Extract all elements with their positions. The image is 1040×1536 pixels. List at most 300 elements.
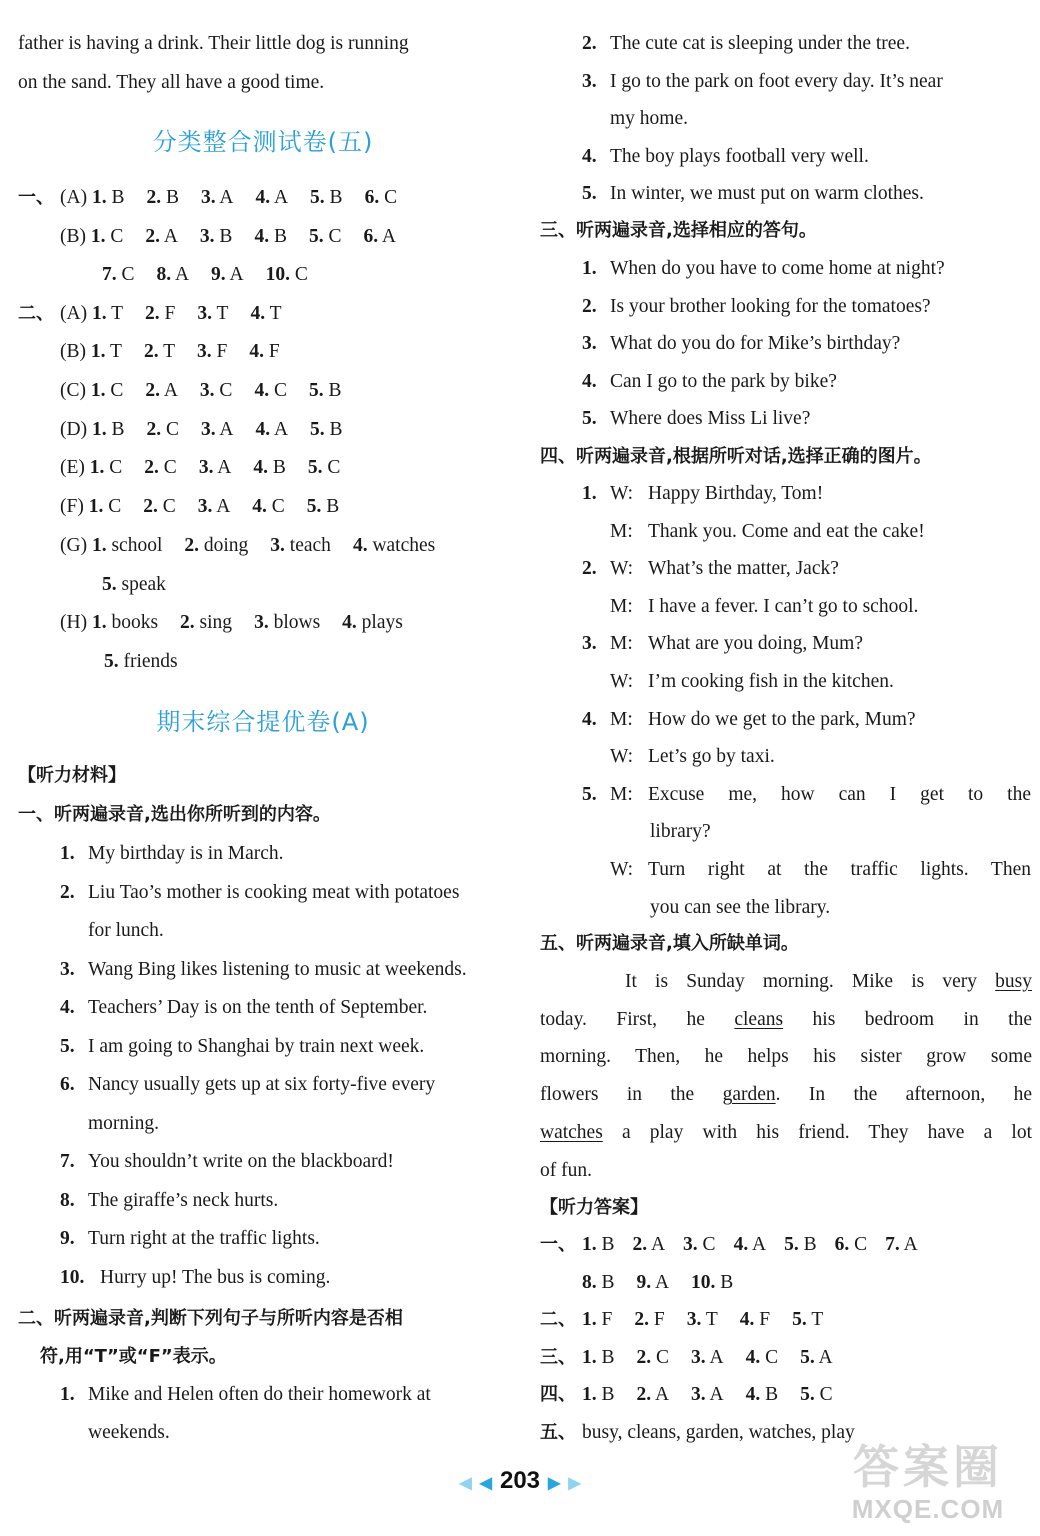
- row-tag: (D): [60, 419, 88, 440]
- answer-value: A: [709, 1384, 724, 1405]
- item-number: 5.: [60, 1035, 75, 1057]
- answer-item: [634, 1301, 664, 1339]
- list-item: [540, 138, 1032, 176]
- answer-item: [91, 218, 124, 256]
- section-title-test5: 分类整合测试卷(五): [152, 128, 374, 156]
- answer-item: [252, 488, 285, 526]
- answer-item: [266, 256, 308, 294]
- answer-row: [18, 256, 508, 294]
- answer-value: doing: [203, 535, 249, 556]
- list-item: [540, 25, 1032, 63]
- answer-value: C: [165, 419, 179, 440]
- answer-number: 2.: [184, 535, 199, 556]
- answer-value: A: [650, 1234, 666, 1255]
- answer-item: [145, 218, 178, 256]
- row-label: 五、: [540, 1422, 576, 1443]
- answer-number: 5.: [310, 419, 325, 440]
- answer-item: [144, 333, 175, 371]
- answer-value: A: [219, 187, 234, 208]
- dialogue-text: What’s the matter, Jack?: [648, 558, 839, 580]
- answer-number: 1.: [91, 303, 107, 324]
- answer-value: A: [709, 1347, 724, 1368]
- answer-value: B: [111, 419, 125, 440]
- answer-number: 4.: [255, 419, 271, 440]
- answer-item: [91, 333, 122, 371]
- item-number: 2.: [60, 881, 75, 903]
- item-text: My birthday is in March.: [88, 843, 284, 864]
- section-title-final-a: 期末综合提优卷(A): [156, 708, 370, 736]
- answer-item: [582, 1376, 615, 1414]
- listening-material-heading: 【听力材料】: [18, 765, 126, 786]
- answer-value: B: [273, 226, 287, 247]
- answer-item: [201, 411, 234, 449]
- answer-number: 2.: [146, 419, 162, 440]
- item-number: 5.: [582, 183, 597, 204]
- answer-value: friends: [123, 651, 178, 672]
- answer-number: 1.: [582, 1347, 597, 1368]
- row-tag: (E): [60, 457, 85, 478]
- answer-value: B: [111, 187, 125, 208]
- answer-value: T: [110, 341, 122, 362]
- answer-value: B: [803, 1234, 817, 1255]
- dialogue-text: Excuse me, how can I get to the: [648, 783, 1031, 805]
- answer-number: 4.: [250, 303, 266, 324]
- answer-row: [18, 566, 508, 604]
- answer-value: A: [903, 1234, 918, 1255]
- passage-fragment: . In the afternoon, he: [775, 1084, 1032, 1106]
- answer-number: 7.: [885, 1234, 900, 1255]
- answer-value: A: [217, 457, 232, 478]
- answer-number: 3.: [200, 187, 216, 208]
- passage-fragment: a play with his friend. They have a lot: [602, 1121, 1032, 1143]
- dialogue-line: [540, 625, 1032, 663]
- answer-row: [540, 1264, 1032, 1302]
- answer-item: [180, 604, 232, 642]
- answer-value: speak: [121, 574, 166, 595]
- item-number: 1.: [582, 258, 597, 279]
- right-arrow-icon: ▶: [548, 1475, 561, 1492]
- answer-item: [197, 333, 227, 371]
- answer-item: [800, 1339, 833, 1377]
- answer-value: C: [110, 380, 124, 401]
- answer-value: A: [752, 1234, 767, 1255]
- answer-value: T: [163, 341, 176, 362]
- answer-item: [691, 1339, 724, 1377]
- row-tag: (A): [60, 303, 88, 324]
- dialogue-line: [540, 851, 1032, 889]
- dialogue-line: [540, 550, 1032, 588]
- answer-number: 1.: [90, 380, 106, 401]
- answer-number: 4.: [253, 457, 268, 478]
- passage-text: [540, 1076, 1032, 1114]
- item-text: Nancy usually gets up at six forty-five every: [88, 1074, 436, 1095]
- answer-number: 8.: [582, 1272, 597, 1293]
- answer-number: 1.: [91, 612, 107, 633]
- left-arrow-light-icon: ◀: [459, 1475, 472, 1492]
- answer-number: 5.: [308, 226, 324, 247]
- answer-number: 5.: [306, 496, 322, 517]
- list-item-cont: [540, 100, 1032, 138]
- answer-item: [746, 1376, 779, 1414]
- answer-number: 5.: [310, 187, 325, 208]
- answer-item: [92, 295, 123, 333]
- answer-item: [740, 1301, 770, 1339]
- passage-fragment: today. First, he: [540, 1008, 735, 1030]
- item-text: You shouldn’t write on the blackboard!: [88, 1151, 394, 1172]
- item-text: The cute cat is sleeping under the tree.: [610, 33, 910, 54]
- item-text: for lunch.: [88, 920, 164, 941]
- item-number: 8.: [60, 1189, 75, 1211]
- dialogue-text: I have a fever. I can’t go to school.: [648, 595, 919, 617]
- answer-value: B: [165, 187, 179, 208]
- listening-answers-heading: 【听力答案】: [540, 1197, 648, 1218]
- item-text: Mike and Helen often do their homework at: [88, 1384, 431, 1405]
- item-number: 4.: [582, 370, 597, 392]
- answer-item: [784, 1226, 817, 1264]
- passage-text: [540, 1114, 1032, 1152]
- answer-value: A: [163, 380, 178, 401]
- answer-item: [800, 1376, 833, 1414]
- answer-number: 1.: [91, 187, 107, 208]
- dialogue-line-cont: [540, 889, 1032, 927]
- answer-number: 7.: [102, 264, 117, 285]
- answer-number: 3.: [270, 535, 285, 556]
- answer-item: [309, 218, 342, 256]
- answer-item: [199, 449, 232, 487]
- answer-item: [256, 411, 289, 449]
- answer-number: 5.: [102, 574, 117, 595]
- filled-word: busy: [995, 971, 1032, 992]
- answer-number: 8.: [156, 264, 172, 285]
- dialogue-line: [540, 776, 1032, 814]
- answer-value: F: [653, 1309, 665, 1330]
- list-item: [18, 835, 508, 873]
- answer-number: 4.: [342, 612, 357, 633]
- answer-number: 3.: [200, 419, 216, 440]
- passage-text: [540, 1001, 1032, 1039]
- dialogue-text: I’m cooking fish in the kitchen.: [648, 671, 894, 692]
- answer-number: 4.: [352, 535, 368, 556]
- answer-item: [353, 527, 435, 565]
- answer-item: [91, 372, 124, 410]
- answer-row: [540, 1376, 1032, 1414]
- answer-item: [249, 333, 279, 371]
- answer-item: [89, 488, 122, 526]
- answer-item: [365, 179, 398, 217]
- answer-number: 5.: [784, 1234, 799, 1255]
- answer-value: F: [268, 341, 280, 362]
- item-text: I am going to Shanghai by train next week.: [88, 1035, 425, 1057]
- question-heading-3: 三、听两遍录音,选择相应的答句。: [540, 220, 817, 241]
- answer-value: C: [108, 496, 122, 517]
- item-number: 3.: [60, 958, 75, 980]
- answer-row: [18, 179, 508, 217]
- answer-value: A: [818, 1347, 833, 1368]
- answer-item: [254, 604, 320, 642]
- answer-number: 10.: [691, 1272, 716, 1293]
- row-tag: (G): [60, 535, 88, 556]
- dialogue-text: you can see the library.: [650, 896, 831, 918]
- answer-number: 2.: [636, 1384, 652, 1405]
- answer-row: [18, 295, 508, 333]
- answer-item: [200, 372, 233, 410]
- speaker: M:: [610, 708, 633, 730]
- answer-number: 2.: [144, 457, 159, 478]
- answer-number: 1.: [582, 1309, 597, 1330]
- answer-number: 3.: [686, 1309, 702, 1330]
- answer-value: C: [328, 226, 342, 247]
- answer-value: T: [269, 303, 282, 324]
- answer-value: C: [219, 380, 233, 401]
- answer-number: 3.: [683, 1234, 698, 1255]
- answer-item: [250, 295, 281, 333]
- answer-value: B: [765, 1384, 779, 1405]
- row-label: 二、: [540, 1309, 576, 1330]
- answer-item: [145, 372, 178, 410]
- speaker: W:: [610, 671, 634, 692]
- speaker: W:: [610, 746, 634, 768]
- dialogue-line-cont: [540, 813, 1032, 851]
- dialogue-text: Turn right at the traffic lights. Then: [648, 859, 1031, 880]
- row-tag: (F): [60, 496, 84, 517]
- item-text: Liu Tao’s mother is cooking meat with potatoes: [88, 881, 460, 903]
- passage-line: [540, 1038, 1032, 1076]
- speaker: W:: [610, 483, 634, 504]
- answer-number: 5.: [800, 1384, 815, 1405]
- answer-number: 2.: [145, 303, 160, 324]
- list-item: [18, 1259, 508, 1297]
- answer-value: B: [219, 226, 233, 247]
- answer-item: [308, 449, 341, 487]
- list-item: [18, 874, 508, 912]
- answer-item: [144, 449, 177, 487]
- dialogue-text: Thank you. Come and eat the cake!: [648, 520, 925, 542]
- answer-item: [582, 1226, 615, 1264]
- answer-row: [18, 372, 508, 410]
- answer-number: 4.: [252, 496, 267, 517]
- answer-row: [18, 218, 508, 256]
- item-number: 10.: [60, 1266, 85, 1288]
- row-label: 二、: [18, 303, 54, 324]
- answer-item: [157, 256, 190, 294]
- answer-row: [18, 643, 508, 681]
- answer-number: 3.: [199, 380, 215, 401]
- answer-row: [18, 411, 508, 449]
- passage-fragment: his bedroom in the: [783, 1008, 1032, 1030]
- answer-item: [197, 295, 228, 333]
- item-text: Is your brother looking for the tomatoes?: [610, 295, 931, 317]
- list-item: [540, 175, 1032, 213]
- answer-value: B: [601, 1234, 615, 1255]
- item-text: In winter, we must put on warm clothes.: [610, 183, 924, 204]
- dialogue-line: [540, 475, 1032, 513]
- answer-number: 2.: [145, 226, 161, 247]
- answer-number: 9.: [636, 1272, 652, 1293]
- answer-value: A: [654, 1272, 670, 1293]
- answer-number: 1.: [90, 226, 106, 247]
- answer-item: [145, 295, 175, 333]
- speaker: M:: [610, 783, 633, 805]
- item-number: 1.: [60, 1384, 75, 1405]
- answer-value: B: [272, 457, 286, 478]
- answer-number: 2.: [632, 1234, 648, 1255]
- answer-row: [540, 1226, 1032, 1264]
- item-number: 9.: [60, 1228, 75, 1249]
- watermark-text: 答案圈: [853, 1441, 1003, 1493]
- answer-value: A: [163, 226, 178, 247]
- speaker: W:: [610, 558, 634, 580]
- answer-number: 1.: [582, 1384, 597, 1405]
- answer-value: A: [229, 264, 244, 285]
- answer-number: 6.: [364, 187, 380, 208]
- filled-word: cleans: [734, 1008, 784, 1030]
- passage-line: [540, 1001, 1032, 1039]
- item-number: 1.: [60, 843, 75, 864]
- answer-number: 3.: [254, 612, 269, 633]
- answer-value: T: [216, 303, 229, 324]
- page-number: 203: [499, 1467, 541, 1494]
- answer-number: 4.: [254, 380, 270, 401]
- answer-value: B: [328, 380, 342, 401]
- item-text: Where does Miss Li live?: [610, 408, 811, 429]
- dialogue-line: [540, 663, 1032, 701]
- answer-item: [201, 179, 234, 217]
- answer-value: B: [329, 419, 343, 440]
- answer-value: F: [216, 341, 228, 362]
- item-text: What do you do for Mike’s birthday?: [610, 333, 901, 354]
- answer-item: [92, 179, 125, 217]
- item-number: 2.: [582, 295, 597, 317]
- answer-item: [582, 1264, 615, 1302]
- answer-text: busy, cleans, garden, watches, play: [582, 1422, 855, 1443]
- dialogue-line: [540, 513, 1032, 551]
- answer-item: [102, 256, 135, 294]
- watermark-url: MXQE.COM: [851, 1494, 1005, 1524]
- answer-value: C: [656, 1347, 670, 1368]
- answer-number: 4.: [254, 226, 270, 247]
- answer-value: T: [705, 1309, 718, 1330]
- answer-item: [92, 527, 162, 565]
- row-tag: (B): [60, 226, 86, 247]
- answer-number: 5.: [104, 651, 119, 672]
- item-number: 4.: [60, 997, 75, 1018]
- item-number: 3.: [582, 633, 597, 655]
- answer-row: [540, 1339, 1032, 1377]
- answer-value: B: [601, 1272, 615, 1293]
- answer-number: 3.: [198, 457, 214, 478]
- answer-item: [184, 527, 248, 565]
- answer-item: [146, 411, 179, 449]
- passage-fragment: It is Sunday morning. Mike is very: [625, 971, 996, 992]
- passage-fragment: flowers in the: [540, 1084, 723, 1106]
- list-item-cont: [18, 912, 508, 950]
- item-text: my home.: [610, 108, 688, 129]
- answer-row: [18, 604, 508, 642]
- list-item: [18, 1143, 508, 1181]
- dialogue-line: [540, 701, 1032, 739]
- answer-value: A: [654, 1384, 670, 1405]
- list-item: [18, 951, 508, 989]
- list-item: [18, 1028, 508, 1066]
- answer-number: 1.: [91, 535, 107, 556]
- answer-value: C: [162, 496, 176, 517]
- dialogue-text: Let’s go by taxi.: [648, 746, 775, 768]
- answer-value: C: [121, 264, 135, 285]
- answer-row: [18, 488, 508, 526]
- passage-text: [540, 1038, 1032, 1076]
- item-number: 2.: [582, 558, 597, 580]
- question-heading-4: 四、听两遍录音,根据所听对话,选择正确的图片。: [540, 446, 932, 467]
- answer-value: C: [294, 264, 308, 285]
- answer-row: [18, 449, 508, 487]
- answer-number: 2.: [143, 496, 158, 517]
- answer-item: [92, 411, 125, 449]
- dialogue-text: library?: [650, 821, 711, 843]
- answer-item: [143, 488, 176, 526]
- answer-number: 9.: [211, 264, 226, 285]
- filled-word: watches: [540, 1121, 603, 1143]
- answer-value: A: [174, 264, 190, 285]
- answer-number: 3.: [197, 303, 213, 324]
- answer-number: 2.: [636, 1347, 652, 1368]
- answer-value: F: [601, 1309, 613, 1330]
- item-text: Turn right at the traffic lights.: [88, 1228, 320, 1249]
- right-arrow-light-icon: ▶: [568, 1475, 581, 1492]
- answer-number: 6.: [363, 226, 379, 247]
- list-item: [540, 363, 1032, 401]
- passage-line: [540, 1076, 1032, 1114]
- answer-number: 2.: [180, 612, 195, 633]
- filled-word: garden: [722, 1084, 776, 1106]
- answer-item: [270, 527, 331, 565]
- answer-item: [633, 1226, 666, 1264]
- item-number: 5.: [582, 408, 597, 429]
- item-number: 6.: [60, 1074, 75, 1095]
- answer-item: [363, 218, 396, 256]
- answer-item: [200, 218, 233, 256]
- answer-value: C: [271, 496, 285, 517]
- answer-item: [253, 449, 286, 487]
- row-tag: (B): [60, 341, 86, 362]
- speaker: M:: [610, 520, 633, 542]
- speaker: W:: [610, 859, 634, 880]
- answer-number: 4.: [739, 1309, 755, 1330]
- passage-fragment: morning. Then, he helps his sister grow some: [540, 1046, 1032, 1068]
- list-item: [18, 1376, 508, 1414]
- answer-row: [18, 527, 508, 565]
- answer-item: [746, 1339, 779, 1377]
- answer-item: [198, 488, 231, 526]
- answer-number: 4.: [745, 1347, 761, 1368]
- answer-value: C: [273, 380, 287, 401]
- answer-item: [102, 566, 166, 604]
- answer-item: [92, 604, 158, 642]
- answer-value: F: [164, 303, 176, 324]
- item-number: 4.: [582, 708, 597, 730]
- answer-item: [582, 1339, 615, 1377]
- item-number: 1.: [582, 483, 597, 504]
- answer-number: 2.: [634, 1309, 649, 1330]
- watermark-logo: [828, 1440, 1028, 1530]
- question-heading-5: 五、听两遍录音,填入所缺单词。: [540, 933, 799, 954]
- answer-value: A: [219, 419, 234, 440]
- answer-value: C: [819, 1384, 833, 1405]
- answer-value: C: [384, 187, 398, 208]
- answer-item: [104, 643, 178, 681]
- passage-line: [540, 963, 1032, 1001]
- answer-item: [582, 1301, 612, 1339]
- answer-number: 3.: [197, 496, 213, 517]
